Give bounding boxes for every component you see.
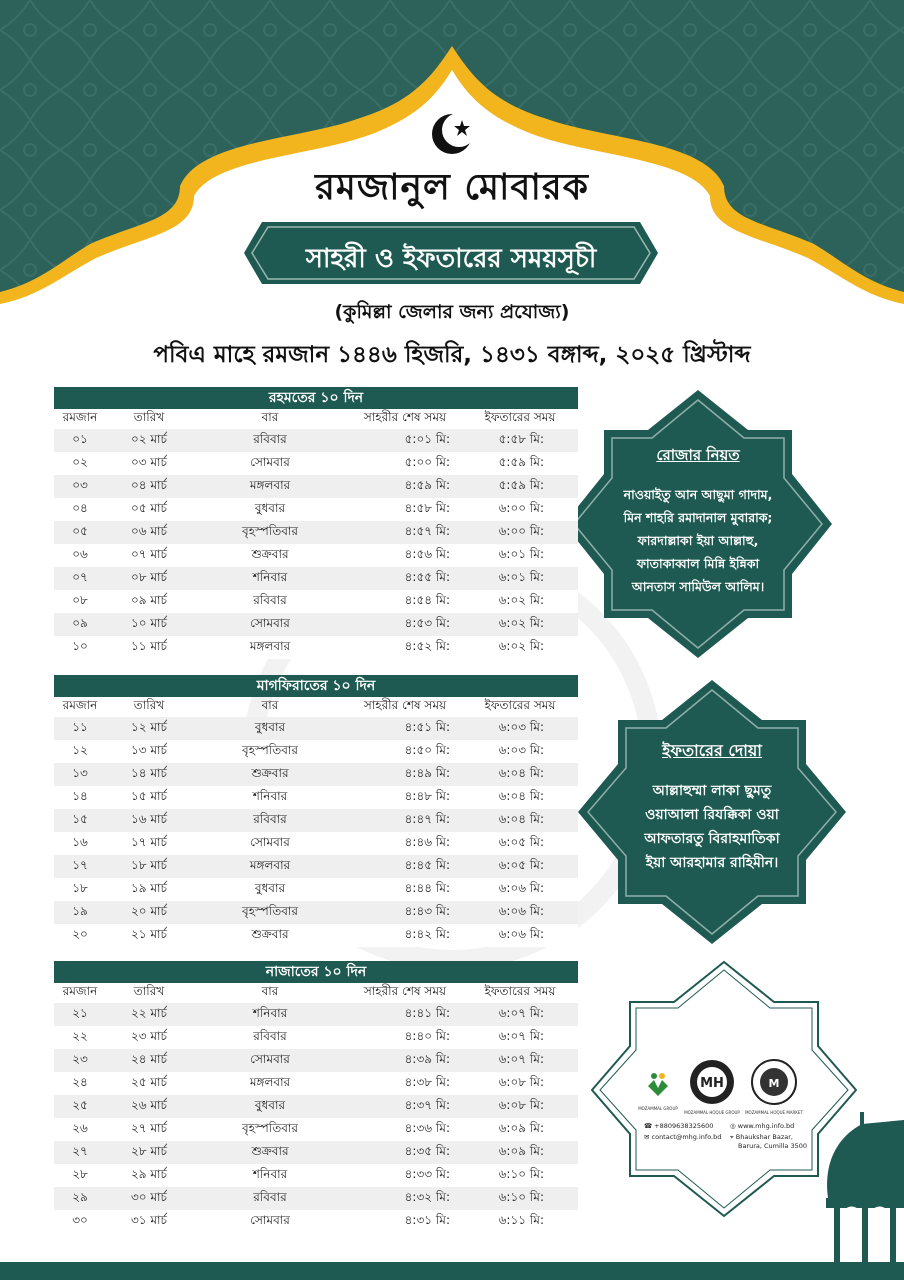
sehri-time-cell: ৪:৪৯ মি: — [404, 765, 450, 780]
iftar-time-cell: ৬:১১ মি: — [498, 1212, 544, 1227]
date-cell: ১৮ মার্চ — [130, 857, 167, 872]
table-row — [54, 901, 578, 924]
ramadan-day-cell: ২০ — [72, 926, 88, 941]
ramadan-day-cell: ০৮ — [72, 592, 88, 607]
ramadan-day-cell: ২৪ — [72, 1074, 88, 1089]
weekday-cell: শনিবার — [252, 1166, 288, 1181]
iftar-time-cell: ৫:৫৯ মি: — [498, 477, 544, 492]
ramadan-day-cell: ২৮ — [72, 1166, 88, 1181]
date-cell: ৩০ মার্চ — [130, 1189, 168, 1204]
table-row — [54, 1072, 578, 1095]
ramadan-day-cell: ০২ — [72, 454, 88, 469]
ramadan-day-cell: ০৭ — [72, 569, 88, 584]
sehri-time-cell: ৪:৪২ মি: — [404, 926, 450, 941]
weekday-cell: সোমবার — [250, 834, 290, 849]
weekday-cell: সোমবার — [250, 1212, 290, 1227]
ramadan-day-cell: ১৩ — [72, 765, 88, 780]
weekday-cell: শুক্রবার — [251, 1143, 289, 1158]
section-title: রহমতের ১০ দিন — [54, 387, 578, 409]
date-cell: ২১ মার্চ — [130, 926, 168, 941]
sehri-time-cell: ৪:৩৫ মি: — [404, 1143, 450, 1158]
weekday-cell: রবিবার — [253, 592, 287, 607]
table-row — [54, 521, 578, 544]
sehri-time-cell: ৫:০১ মি: — [404, 431, 450, 446]
table-row — [54, 1049, 578, 1072]
table-row — [54, 1141, 578, 1164]
col-iftar: ইফতারের সময় — [484, 984, 556, 998]
mozammal-group-logo — [638, 1070, 678, 1111]
table-row — [54, 498, 578, 521]
date-cell: ১০ মার্চ — [130, 615, 168, 630]
ramadan-day-cell: ২৬ — [72, 1120, 88, 1135]
sehri-time-cell: ৪:৪১ মি: — [404, 1005, 450, 1020]
weekday-cell: শুক্রবার — [251, 926, 289, 941]
sehri-time-cell: ৪:৫৯ মি: — [404, 477, 450, 492]
date-cell: ২৯ মার্চ — [130, 1166, 168, 1181]
table-row — [54, 1210, 578, 1233]
contact-website: ◎ www.mhg.info.bd — [730, 1122, 795, 1130]
table-row — [54, 878, 578, 901]
table-row — [54, 475, 578, 498]
weekday-cell: বৃহস্পতিবার — [242, 523, 298, 538]
weekday-cell: শনিবার — [252, 569, 288, 584]
date-cell: ১৭ মার্চ — [130, 834, 168, 849]
date-cell: ২৪ মার্চ — [130, 1051, 168, 1066]
iftar-time-cell: ৬:০৭ মি: — [498, 1051, 544, 1066]
ramadan-day-cell: ১৬ — [72, 834, 88, 849]
niyat-line: মিন শাহরি রমাদানাল মুবারাক; — [623, 510, 773, 525]
date-cell: ০৮ মার্চ — [130, 569, 168, 584]
date-cell: ১৬ মার্চ — [130, 811, 168, 826]
section-rahmat — [54, 387, 578, 659]
sehri-time-cell: ৪:৫৭ মি: — [404, 523, 450, 538]
iftar-time-cell: ৬:০৪ মি: — [498, 765, 544, 780]
ramadan-day-cell: ০৩ — [72, 477, 88, 492]
dua-line: আল্লাহুম্মা লাকা ছুমতু — [652, 783, 772, 799]
weekday-cell: মঙ্গলবার — [249, 857, 291, 872]
date-cell: ১৪ মার্চ — [130, 765, 167, 780]
sehri-time-cell: ৪:৪০ মি: — [404, 1028, 450, 1043]
phone-icon: ☎ — [644, 1122, 655, 1130]
iftar-time-cell: ৬:০৪ মি: — [498, 811, 544, 826]
ramadan-day-cell: ০৪ — [72, 500, 88, 515]
iftar-time-cell: ৬:০৬ মি: — [498, 903, 544, 918]
date-cell: ০২ মার্চ — [130, 431, 168, 446]
col-sehri: সাহরীর শেষ সময় — [363, 984, 447, 998]
contact-phone: ☎ +8809638325600 — [644, 1122, 714, 1130]
sehri-time-cell: ৪:৫০ মি: — [404, 742, 450, 757]
date-cell: ০৯ মার্চ — [130, 592, 168, 607]
iftar-time-cell: ৬:০১ মি: — [498, 569, 544, 584]
col-day: বার — [261, 984, 279, 998]
ramadan-day-cell: ১৭ — [72, 857, 88, 872]
date-cell: ২০ মার্চ — [130, 903, 168, 918]
iftar-time-cell: ৫:৫৯ মি: — [498, 454, 544, 469]
weekday-cell: বৃহস্পতিবার — [242, 1120, 298, 1135]
district-note: (কুমিল্লা জেলার জন্য প্রযোজ্য) — [334, 301, 570, 323]
table-row — [54, 636, 578, 659]
weekday-cell: শনিবার — [252, 1005, 288, 1020]
contact-address-2: Barura, Cumilla 3500 — [738, 1142, 808, 1150]
sehri-time-cell: ৪:৩৩ মি: — [404, 1166, 450, 1181]
date-cell: ১৯ মার্চ — [130, 880, 167, 895]
sehri-time-cell: ৪:৪৬ মি: — [404, 834, 450, 849]
mozammal-hoque-group-logo — [684, 1060, 740, 1115]
iftar-time-cell: ৬:০৭ মি: — [498, 1028, 544, 1043]
ramadan-day-cell: ২১ — [72, 1005, 88, 1020]
table-row — [54, 590, 578, 613]
sehri-time-cell: ৪:৫১ মি: — [404, 719, 450, 734]
table-row — [54, 1095, 578, 1118]
ramadan-day-cell: ২৯ — [72, 1189, 88, 1204]
sehri-time-cell: ৪:৩৮ মি: — [404, 1074, 450, 1089]
weekday-cell: সোমবার — [250, 1051, 290, 1066]
date-cell: ৩১ মার্চ — [130, 1212, 168, 1227]
sehri-time-cell: ৫:০০ মি: — [404, 454, 450, 469]
ramadan-day-cell: ২৩ — [72, 1051, 88, 1066]
sehri-time-cell: ৪:৫২ মি: — [404, 638, 450, 653]
ramadan-day-cell: ০৯ — [72, 615, 88, 630]
section-magfirat — [54, 675, 578, 947]
niyat-line: ফারদাল্লাকা ইয়া আল্লাহু, — [637, 533, 759, 548]
ramadan-day-cell: ৩০ — [72, 1212, 88, 1227]
col-day: বার — [261, 698, 279, 712]
col-iftar: ইফতারের সময় — [484, 698, 556, 712]
page-title: রমজানুল মোবারক — [315, 167, 589, 208]
col-iftar: ইফতারের সময় — [484, 410, 556, 424]
ramadan-day-cell: ১৮ — [72, 880, 88, 895]
table-row — [54, 1187, 578, 1210]
col-date: তারিখ — [133, 410, 165, 424]
sehri-time-cell: ৪:৪৩ মি: — [404, 903, 450, 918]
table-row — [54, 717, 578, 740]
table-row — [54, 1164, 578, 1187]
col-day: বার — [261, 410, 279, 424]
ramadan-day-cell: ০৬ — [72, 546, 88, 561]
table-row — [54, 1026, 578, 1049]
ramadan-day-cell: ০৫ — [72, 523, 88, 538]
date-cell: ০৪ মার্চ — [130, 477, 168, 492]
iftar-time-cell: ৬:০৮ মি: — [498, 1074, 544, 1089]
niyat-line: নাওয়াইতু আন আছুমা গাদাম, — [623, 487, 773, 502]
iftar-time-cell: ৬:০৮ মি: — [498, 1097, 544, 1112]
table-row — [54, 567, 578, 590]
iftar-time-cell: ৬:০৬ মি: — [498, 880, 544, 895]
col-sehri: সাহরীর শেষ সময় — [363, 698, 447, 712]
sehri-time-cell: ৪:৩৭ মি: — [404, 1097, 450, 1112]
weekday-cell: রবিবার — [253, 1028, 287, 1043]
table-row — [54, 740, 578, 763]
weekday-cell: বৃহস্পতিবার — [242, 742, 298, 757]
ramadan-day-cell: ১১ — [72, 719, 88, 734]
table-row — [54, 763, 578, 786]
table-row — [54, 544, 578, 567]
sehri-time-cell: ৪:৪৫ মি: — [404, 857, 450, 872]
footer-bar — [0, 1262, 904, 1280]
ramadan-day-cell: ২৭ — [72, 1143, 88, 1158]
date-cell: ০৫ মার্চ — [130, 500, 168, 515]
table-row — [54, 1118, 578, 1141]
iftar-time-cell: ৬:০০ মি: — [498, 500, 544, 515]
weekday-cell: শনিবার — [252, 788, 288, 803]
date-cell: ১২ মার্চ — [130, 719, 168, 734]
section-najat — [54, 961, 578, 1233]
svg-text:MH: MH — [700, 1076, 724, 1091]
iftar-time-cell: ৬:০১ মি: — [498, 546, 544, 561]
table-row — [54, 786, 578, 809]
niyat-line: আনতাস সামিউল আলিম। — [631, 579, 765, 594]
dua-line: আফতারতু বিরাহমাতিকা — [644, 831, 780, 847]
weekday-cell: মঙ্গলবার — [249, 1074, 291, 1089]
sehri-time-cell: ৪:৪৭ মি: — [404, 811, 450, 826]
table-row — [54, 855, 578, 878]
iftar-time-cell: ৬:০৫ মি: — [498, 857, 544, 872]
sehri-time-cell: ৪:৫৫ মি: — [404, 569, 450, 584]
sehri-time-cell: ৪:৩৬ মি: — [404, 1120, 450, 1135]
iftar-time-cell: ৬:০২ মি: — [498, 592, 544, 607]
date-cell: ২৫ মার্চ — [130, 1074, 168, 1089]
date-cell: ০৬ মার্চ — [130, 523, 168, 538]
dua-line: ইয়া আরহামার রাহিমীন। — [645, 855, 779, 871]
ramadan-day-cell: ০১ — [72, 431, 88, 446]
crescent-moon-icon — [428, 108, 480, 160]
col-date: তারিখ — [133, 698, 165, 712]
schedule-table — [54, 697, 578, 947]
niyat-line: ফাতাকাব্বাল মিন্নি ইন্নিকা — [636, 556, 760, 571]
ramadan-day-cell: ১০ — [72, 638, 88, 653]
sehri-time-cell: ৪:৪৪ মি: — [404, 880, 450, 895]
iftar-time-cell: ৬:০৯ মি: — [498, 1143, 544, 1158]
section-title: নাজাতের ১০ দিন — [54, 961, 578, 983]
schedule-table — [54, 409, 578, 659]
iftar-time-cell: ৬:০২ মি: — [498, 615, 544, 630]
table-row — [54, 924, 578, 947]
contact-address: ⌖ Bhaukshar Bazar, — [730, 1133, 793, 1141]
sehri-time-cell: ৪:৫৮ মি: — [404, 500, 450, 515]
schedule-subtitle: সাহরী ও ইফতারের সময়সূচী — [305, 244, 597, 274]
iftar-time-cell: ৬:০৯ মি: — [498, 1120, 544, 1135]
iftar-time-cell: ৬:০৬ মি: — [498, 926, 544, 941]
location-pin-icon: ⌖ — [730, 1133, 736, 1141]
svg-text:M: M — [768, 1077, 780, 1090]
weekday-cell: বুধবার — [254, 500, 286, 515]
contact-email: ✉ contact@mhg.info.bd — [644, 1133, 722, 1141]
date-cell: ২৬ মার্চ — [130, 1097, 168, 1112]
sponsor-logos — [636, 1052, 812, 1118]
ramadan-day-cell: ২৫ — [72, 1097, 88, 1112]
table-row — [54, 429, 578, 452]
date-cell: ০৭ মার্চ — [130, 546, 168, 561]
ramadan-day-cell: ১২ — [72, 742, 88, 757]
col-date: তারিখ — [133, 984, 165, 998]
sehri-time-cell: ৪:৩২ মি: — [404, 1189, 450, 1204]
table-row — [54, 809, 578, 832]
col-ramadan: রমজান — [62, 984, 98, 998]
table-row — [54, 1003, 578, 1026]
mozammal-hoque-market-logo — [745, 1060, 803, 1115]
dua-line: ওয়াআলা রিযক্কিকা ওয়া — [645, 807, 779, 823]
sehri-time-cell: ৪:৫৩ মি: — [404, 615, 450, 630]
iftar-time-cell: ৬:০২ মি: — [498, 638, 544, 653]
weekday-cell: রবিবার — [253, 811, 287, 826]
iftar-time-cell: ৬:১০ মি: — [498, 1189, 544, 1204]
date-cell: ২৩ মার্চ — [130, 1028, 168, 1043]
col-sehri: সাহরীর শেষ সময় — [363, 410, 447, 424]
iftar-time-cell: ৫:৫৮ মি: — [498, 431, 544, 446]
sehri-time-cell: ৪:৫৪ মি: — [404, 592, 450, 607]
date-cell: ২৭ মার্চ — [130, 1120, 168, 1135]
weekday-cell: মঙ্গলবার — [249, 477, 291, 492]
col-ramadan: রমজান — [62, 410, 98, 424]
email-icon: ✉ — [644, 1133, 652, 1141]
iftar-time-cell: ৬:০৩ মি: — [498, 719, 544, 734]
table-row — [54, 832, 578, 855]
ramadan-day-cell: ২২ — [72, 1028, 88, 1043]
date-line: পবিএ মাহে রমজান ১৪৪৬ হিজরি, ১৪৩১ বঙ্গাব্দ, ২০২৫ খ্রিস্টাব্দ — [153, 342, 751, 368]
weekday-cell: রবিবার — [253, 431, 287, 446]
iftar-time-cell: ৬:০০ মি: — [498, 523, 544, 538]
weekday-cell: রবিবার — [253, 1189, 287, 1204]
weekday-cell: বৃহস্পতিবার — [242, 903, 298, 918]
schedule-table — [54, 983, 578, 1233]
table-row — [54, 452, 578, 475]
weekday-cell: সোমবার — [250, 615, 290, 630]
date-cell: ২২ মার্চ — [130, 1005, 168, 1020]
weekday-cell: মঙ্গলবার — [249, 638, 291, 653]
dua-title: ইফতারের দোয়া — [662, 741, 762, 760]
globe-icon: ◎ — [730, 1122, 738, 1130]
sehri-time-cell: ৪:৪৮ মি: — [404, 788, 450, 803]
date-cell: ১৩ মার্চ — [130, 742, 168, 757]
table-row — [54, 613, 578, 636]
sehri-time-cell: ৪:৩১ মি: — [404, 1212, 450, 1227]
date-cell: ১১ মার্চ — [130, 638, 167, 653]
weekday-cell: শুক্রবার — [251, 765, 289, 780]
iftar-time-cell: ৬:০৫ মি: — [498, 834, 544, 849]
iftar-time-cell: ৬:০৪ মি: — [498, 788, 544, 803]
iftar-time-cell: ৬:১০ মি: — [498, 1166, 544, 1181]
iftar-time-cell: ৬:০৭ মি: — [498, 1005, 544, 1020]
col-ramadan: রমজান — [62, 698, 98, 712]
iftar-time-cell: ৬:০৩ মি: — [498, 742, 544, 757]
niyat-title: রোজার নিয়ত — [656, 446, 740, 464]
dua-panel — [626, 738, 798, 875]
date-cell: ০৩ মার্চ — [130, 454, 168, 469]
ramadan-day-cell: ১৫ — [72, 811, 88, 826]
date-cell: ১৫ মার্চ — [130, 788, 167, 803]
date-cell: ২৮ মার্চ — [130, 1143, 168, 1158]
logo1-caption: MOZAMMAL GROUP — [638, 1106, 678, 1111]
logo3-caption: MOZAMMAL HOQUE MARKET — [745, 1110, 803, 1115]
logo2-caption: MOZAMMAL HOQUE GROUP — [684, 1110, 740, 1115]
ramadan-day-cell: ১৯ — [72, 903, 88, 918]
ramadan-day-cell: ১৪ — [72, 788, 88, 803]
sehri-time-cell: ৪:৩৯ মি: — [404, 1051, 450, 1066]
sehri-time-cell: ৪:৫৬ মি: — [404, 546, 450, 561]
weekday-cell: শুক্রবার — [251, 546, 289, 561]
section-title: মাগফিরাতের ১০ দিন — [54, 675, 578, 697]
weekday-cell: বুধবার — [254, 719, 286, 734]
niyat-panel — [612, 444, 784, 598]
weekday-cell: বুধবার — [254, 880, 286, 895]
weekday-cell: সোমবার — [250, 454, 290, 469]
weekday-cell: বুধবার — [254, 1097, 286, 1112]
